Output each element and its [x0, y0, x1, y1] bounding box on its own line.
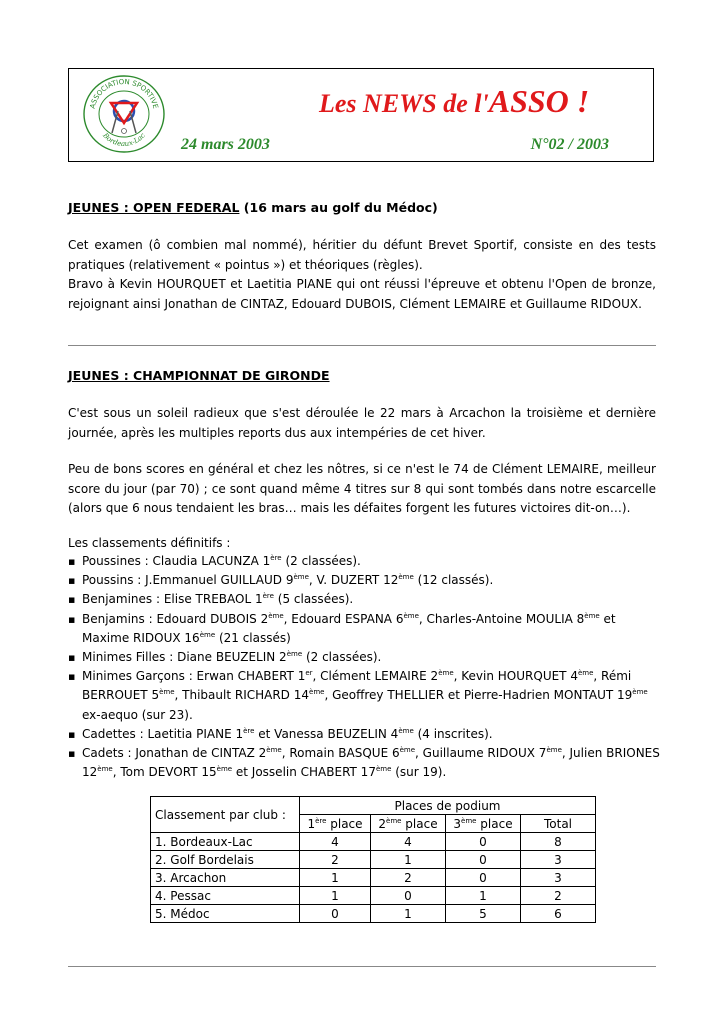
- podium-cell: 4: [300, 833, 371, 851]
- podium-club-name: 5. Médoc: [151, 905, 300, 923]
- rankings-list: [68, 552, 660, 782]
- footer-divider: [68, 966, 656, 967]
- podium-corner-label: Classement par club :: [151, 797, 300, 833]
- ranking-item: ▪ Cadets : Jonathan de CINTAZ 2ème, Romain BASQUE 6ème, Guillaume RIDOUX 7ème, Julien BRIONES 12ème, Tom DEVORT 15ème et Josselin CHABERT 17ème (sur 19).: [68, 744, 660, 782]
- header-box: [68, 68, 654, 162]
- podium-cell: 1: [371, 851, 446, 869]
- podium-club-name: 3. Arcachon: [151, 869, 300, 887]
- newsletter-title: Les NEWS de l'ASSO !: [319, 83, 590, 119]
- section-title-open-federal: JEUNES : OPEN FEDERAL (16 mars au golf du Médoc): [68, 200, 438, 215]
- podium-cell: 3: [521, 851, 596, 869]
- podium-row: [151, 887, 596, 905]
- podium-group-header: Places de podium: [300, 797, 596, 815]
- section-title-championnat: JEUNES : CHAMPIONNAT DE GIRONDE: [68, 368, 330, 383]
- club-logo-icon: [81, 73, 167, 155]
- podium-cell: 0: [446, 869, 521, 887]
- open-federal-paragraph-1: Cet examen (ô combien mal nommé), héritier du défunt Brevet Sportif, consiste en des tests pratiques (relativement « pointus ») et théoriques (règles).: [68, 238, 656, 272]
- podium-col-header: 3ème place: [446, 815, 521, 833]
- podium-row: [151, 905, 596, 923]
- logo-ring-text: ASSOCIATION SPORTIVE: [88, 77, 160, 110]
- podium-cell: 6: [521, 905, 596, 923]
- podium-club-name: 4. Pessac: [151, 887, 300, 905]
- open-federal-paragraph-2: Bravo à Kevin HOURQUET et Laetitia PIANE qui ont réussi l'épreuve et obtenu l'Open de bronze, rejoignant ainsi Jonathan de CINTAZ, Edouard DUBOIS, Clément LEMAIRE et Guillaume RIDOUX.: [68, 277, 656, 311]
- podium-cell: 2: [371, 869, 446, 887]
- podium-cell: 0: [446, 851, 521, 869]
- podium-cell: 0: [371, 887, 446, 905]
- podium-row: [151, 833, 596, 851]
- podium-club-name: 1. Bordeaux-Lac: [151, 833, 300, 851]
- issue-date: 24 mars 2003: [181, 136, 270, 153]
- ranking-item: ▪ Benjamins : Edouard DUBOIS 2ème, Edouard ESPANA 6ème, Charles-Antoine MOULIA 8ème et Maxime RIDOUX 16ème (21 classés): [68, 610, 660, 648]
- issue-number: N°02 / 2003: [530, 136, 609, 153]
- podium-table: [150, 796, 596, 923]
- championnat-paragraph-2: Peu de bons scores en général et chez les nôtres, si ce n'est le 74 de Clément LEMAIRE, meilleur score du jour (par 70) ; ce sont quand même 4 titres sur 8 qui sont tombés dans notre escarcelle (alors que 6 nous tendaient les bras… mais les défaites forgent les futures victoires dit-on…).: [68, 462, 656, 515]
- podium-row: [151, 869, 596, 887]
- ranking-item: ▪ Poussines : Claudia LACUNZA 1ère (2 classées).: [68, 552, 660, 571]
- section-divider: [68, 345, 656, 346]
- ranking-item: ▪ Cadettes : Laetitia PIANE 1ère et Vanessa BEUZELIN 4ème (4 inscrites).: [68, 725, 660, 744]
- podium-cell: 1: [300, 887, 371, 905]
- podium-cell: 0: [300, 905, 371, 923]
- podium-row: [151, 851, 596, 869]
- ranking-item: ▪ Minimes Garçons : Erwan CHABERT 1er, Clément LEMAIRE 2ème, Kevin HOURQUET 4ème, Rémi BERROUET 5ème, Thibault RICHARD 14ème, Geoffrey THELLIER et Pierre-Hadrien MONTAUT 19ème ex-aequo (sur 23).: [68, 667, 660, 725]
- logo-bottom-text: Bordeaux-Lac: [101, 131, 147, 149]
- podium-col-header: Total: [521, 815, 596, 833]
- podium-cell: 0: [446, 833, 521, 851]
- podium-cell: 4: [371, 833, 446, 851]
- podium-cell: 1: [446, 887, 521, 905]
- podium-col-header: 1ère place: [300, 815, 371, 833]
- championnat-paragraph-1: C'est sous un soleil radieux que s'est déroulée le 22 mars à Arcachon la troisième et dernière journée, après les multiples reports dus aux intempéries de cet hiver.: [68, 406, 656, 440]
- ranking-item: ▪ Poussins : J.Emmanuel GUILLAUD 9ème, V. DUZERT 12ème (12 classés).: [68, 571, 660, 590]
- podium-cell: 2: [521, 887, 596, 905]
- ranking-item: ▪ Minimes Filles : Diane BEUZELIN 2ème (2 classées).: [68, 648, 660, 667]
- podium-cell: 5: [446, 905, 521, 923]
- podium-cell: 8: [521, 833, 596, 851]
- podium-cell: 1: [371, 905, 446, 923]
- podium-cell: 1: [300, 869, 371, 887]
- ranking-item: ▪ Benjamines : Elise TREBAOL 1ère (5 classées).: [68, 590, 660, 609]
- podium-cell: 2: [300, 851, 371, 869]
- podium-col-header: 2ème place: [371, 815, 446, 833]
- podium-cell: 3: [521, 869, 596, 887]
- championnat-paragraph-3: Les classements définitifs :: [68, 536, 231, 550]
- podium-club-name: 2. Golf Bordelais: [151, 851, 300, 869]
